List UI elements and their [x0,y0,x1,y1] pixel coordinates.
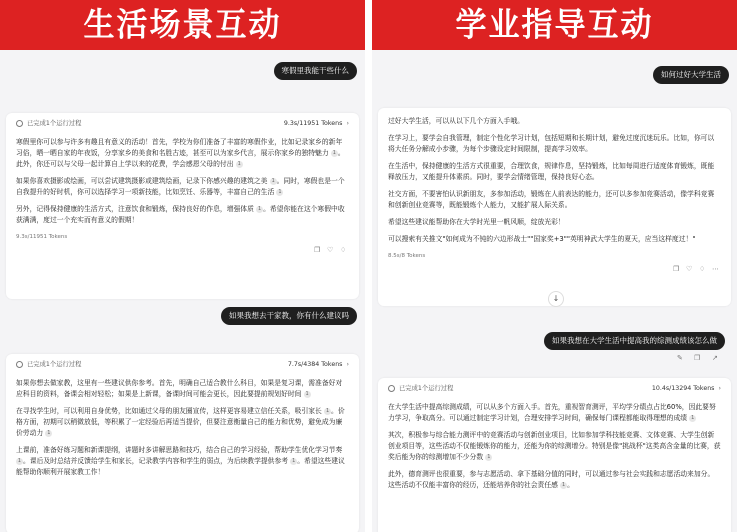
run-process-label: 已完成1个运行过程 [27,119,82,127]
text: 。价格方面，初期可以稍微放低，等积累了一定经验后再适当提价，但要注意衡量自己的能力和优势，避免成为廉价劳动力 [16,407,345,437]
right-banner [372,0,737,50]
paragraph: 在学习上，要学会自我管理，制定个性化学习计划，包括短期和长期计划，避免过度沉迷玩乐。比如，你可以将大任务分解成小步骤，为每个步骤设定时间限制，提高学习效率。 [388,134,715,153]
footnote-icon[interactable]: 1 [278,188,282,195]
paragraph [16,378,349,400]
footnote-icon[interactable]: 1 [562,481,566,488]
footnote-icon[interactable]: 1 [487,453,491,460]
paragraph [16,406,349,439]
ai-response-card [6,113,359,299]
copy-icon[interactable]: ❐ [673,265,680,273]
response-content [378,398,731,499]
text: 。希望这些建议能帮助你顺利开展家教工作！ [16,457,345,476]
token-meta: 10.4s/13294 Tokens [651,384,715,392]
paragraph [388,430,721,463]
ai-response-card [6,354,359,532]
user-message-1: 如何过好大学生活 [653,66,729,84]
run-process-bar[interactable] [6,354,359,374]
paragraph [16,445,349,478]
run-process-label: 已完成1个运行过程 [27,360,82,368]
share-icon[interactable]: ↗ [712,354,718,362]
run-process-label: 已完成1个运行过程 [399,384,454,392]
thumbs-down-icon[interactable]: ♢ [699,265,706,273]
left-banner-title: 生活场景互动 [83,6,282,44]
chevron-right-icon: › [346,119,349,127]
paragraph [16,176,349,198]
footnote-icon[interactable]: 1 [332,149,336,156]
text: 。同时，寒假也是一个自我提升的好时机，你可以选择学习一项新技能，比如烹饪、乐器等，丰富自己的生活 [16,177,345,196]
text: 如果你想去做家教，这里有一些建议供你参考。首先，明确自己适合教什么科目，如果是复习课，需准备好对应科目的资料，备课会相对轻松；如果是上新课，备课时间可能会更长，因此要提前规划好时间 [16,379,343,398]
response-actions [378,264,731,275]
thumbs-down-icon[interactable]: ♢ [340,246,347,254]
user-message-2: 如果我想在大学生活中提高我的综测成绩该怎么做 [544,332,725,350]
text: 。此外，你还可以与父母一起计算自上学以来的花费，学会感恩父母的付出 [16,149,345,168]
token-count: 8.5s/8 Tokens [388,253,426,259]
text: 如果你喜欢摄影或绘画，可以尝试建筑摄影或建筑绘画，记录下你感兴趣的建筑之美 [16,177,268,185]
paragraph: 社交方面，不要害怕认识新朋友，多参加活动，锻炼在人前表达的能力，还可以多参加竞赛活动，像学科竞赛和创新创业竞赛等，既能锻炼个人能力，又能扩展人际关系。 [388,190,715,209]
text: 另外，记得保持健康的生活方式，注意饮食和锻炼，保持良好的作息，增强体质 [16,205,254,213]
paragraph: 在生活中，保持健康的生活方式很重要，合理饮食，规律作息，坚持锻炼，比如每周进行适度体育锻炼，既能释放压力，又能提升体素质。同时，要学会情绪管理，保持良好心态。 [388,162,715,181]
text: 在寻找学生时，可以利用自身优势，比如通过父母的朋友圈宣传，这样更容易建立信任关系，吸引家长 [16,407,322,415]
text: 寒假里你可以参与许多有趣且有意义的活动！首先，学校为你们准备了丰富的寒假作业，比如记录家乡的新年习俗，晒一晒自家的年夜饭，分享家乡的美食和名胜古迹，甚至可以为家乡代言，展示你家乡的独特魅力 [16,138,343,157]
footnote-icon[interactable]: 1 [305,390,309,397]
text: 。课后及时总结并反馈给学生和家长，记录教学内容和学生的弱点，为后续教学提供参考 [23,457,289,465]
left-panel [0,0,365,532]
footnote-icon[interactable]: 1 [292,457,296,464]
text: 此外，德育测评也很重要，参与志愿活动、拿下基础分值的同时，可以通过参与社会实践和志愿活动来加分。这些活动不仅能丰富你的经历，还能培养你的社会责任感 [388,470,715,489]
ai-response-card [378,108,731,306]
right-banner-title: 学业指导互动 [455,6,654,44]
right-panel [372,0,737,532]
thumbs-up-icon[interactable]: ♡ [686,265,693,273]
user-message-1: 寒假里我能干些什么 [274,62,358,80]
text: 其次，积极参与综合能力测评中的竞赛活动与创新创业项目，比如参加学科技能竞赛、文体竞赛、大学生创新创业项目等，这些活动不仅能锻炼你的能力，还能为你的综测增分。特别是像"挑战杯"这类高含金量的比赛，获奖后能为你的综测增加不少分数 [388,431,721,461]
text: 。希望你能在这个寒假中收获满满，度过一个充实而有意义的假期！ [16,205,345,224]
footnote-icon[interactable]: 1 [47,429,51,436]
text: 。 [567,481,574,489]
response-actions [6,245,359,256]
panel-divider [365,0,372,532]
paragraph [388,469,721,491]
edit-icon[interactable]: ✎ [677,354,683,362]
more-icon[interactable]: ⋯ [712,265,719,273]
response-content [378,108,731,264]
ai-response-card [378,378,731,532]
paragraph: 过好大学生活，可以从以下几个方面入手哦。 [388,117,524,125]
text: 上课前，准备好练习题和新课提纲，讲题时多讲解思路和技巧，结合自己的学习经验，帮助学生优化学习节奏 [16,446,343,454]
run-process-bar[interactable] [378,378,731,398]
paragraph [16,204,349,226]
paragraph [16,137,349,170]
user-message-2: 如果我想去干家教，你有什么建议吗 [221,307,357,325]
footnote-icon[interactable]: 1 [325,407,330,414]
response-content [6,133,359,245]
check-circle-icon [388,385,395,392]
check-circle-icon [16,361,23,368]
footnote-icon[interactable]: 1 [17,457,22,464]
response-content [6,374,359,486]
text: 在大学生活中提高综测成绩，可以从多个方面入手。首先，重视智育测评，平均学分绩点占比60%，因此要努力学习，争取高分。可以通过制定学习计划，合理安排学习时间，确保每门课程都能取得理想的成绩 [388,403,716,422]
left-banner [0,0,365,50]
footnote-icon[interactable]: 1 [691,414,695,421]
token-count: 9.3s/11951 Tokens [16,234,68,240]
chevron-right-icon: › [718,384,721,392]
copy-icon[interactable]: ❐ [694,354,701,362]
footnote-icon[interactable]: 1 [237,160,241,167]
run-process-bar[interactable] [6,113,359,133]
check-circle-icon [16,120,23,127]
token-meta: 7.7s/4384 Tokens [287,360,343,368]
footnote-icon[interactable]: 1 [257,205,262,212]
paragraph: 可以搜索有关推文"如何成为不钝的六边形战士""国家奖+3""英明神武大学生的夏天，应当这样度过！" [388,235,696,243]
copy-icon[interactable]: ❐ [314,246,321,254]
paragraph: 希望这些建议能帮助你在大学时光里一帆风顺，绽放光彩！ [388,218,565,226]
chevron-right-icon: › [346,360,349,368]
thumbs-up-icon[interactable]: ♡ [327,246,334,254]
footnote-icon[interactable]: 1 [271,177,275,184]
paragraph [388,402,721,424]
token-meta: 9.3s/11951 Tokens [283,119,343,127]
scroll-down-icon[interactable]: ↓ [548,291,564,307]
